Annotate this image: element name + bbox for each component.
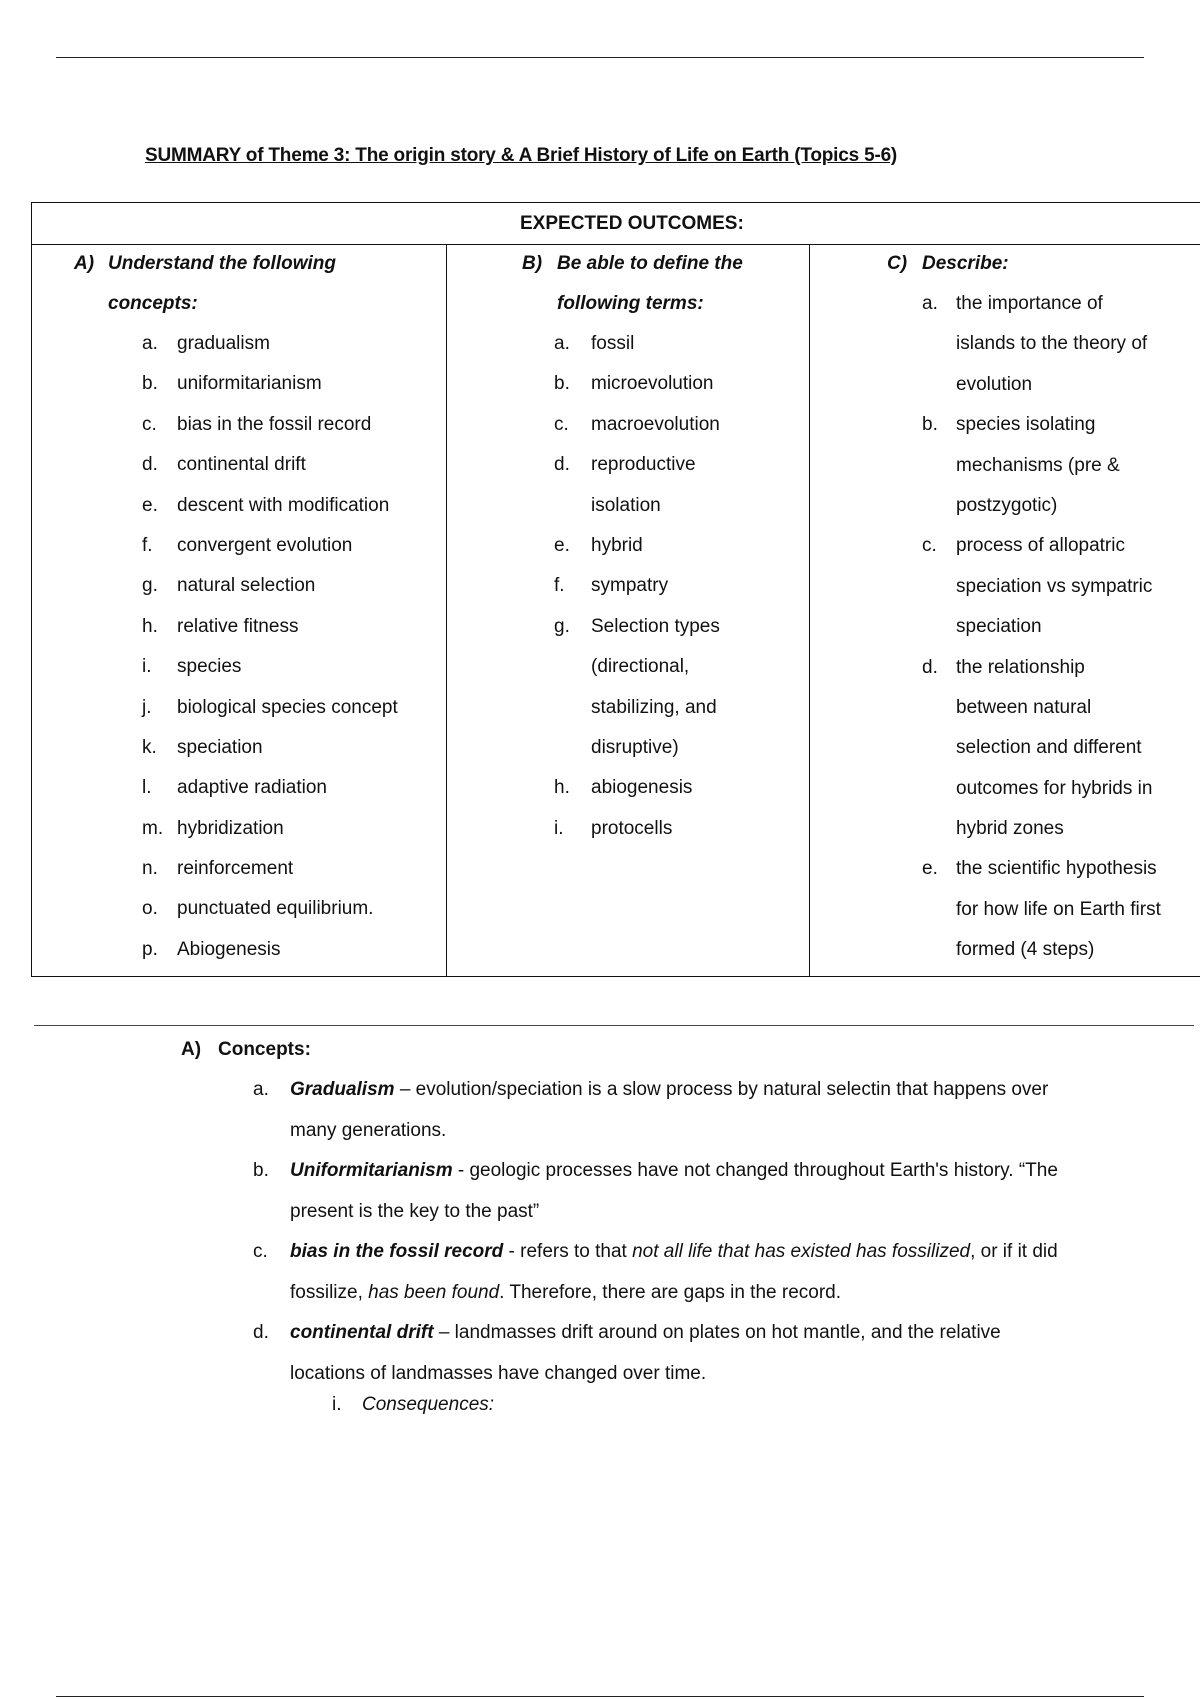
list-item: [809, 567, 1200, 607]
definition-item: [0, 1232, 1200, 1313]
list-item: [32, 364, 446, 404]
list-item: [32, 849, 446, 889]
item-letter: c.: [554, 413, 569, 435]
list-item: [32, 607, 446, 647]
list-item: [32, 647, 446, 687]
item-text: convergent evolution: [177, 534, 353, 556]
list-item: [32, 486, 446, 526]
column-concepts: [32, 244, 446, 960]
heading-line: Be able to define the: [557, 253, 743, 274]
item-text: (directional,: [591, 656, 690, 678]
item-text: hybrid zones: [956, 818, 1064, 840]
item-text: species: [177, 656, 242, 678]
definition: - refers to that: [503, 1241, 633, 1262]
item-letter: b.: [253, 1160, 269, 1181]
list-item: [32, 526, 446, 566]
list-item: [809, 769, 1200, 809]
item-letter: b.: [554, 373, 570, 395]
list-item: [446, 647, 809, 687]
item-letter: e.: [922, 858, 938, 880]
item-text: macroevolution: [591, 413, 720, 435]
definition-item: [0, 1070, 1200, 1151]
item-text: Abiogenesis: [177, 938, 281, 960]
column-heading: [809, 244, 1200, 284]
heading-letter: C): [887, 253, 908, 274]
item-text: descent with modification: [177, 494, 390, 516]
item-text: sympatry: [591, 575, 669, 597]
list-item: [32, 930, 446, 970]
item-letter: d.: [554, 454, 570, 476]
list-item: [32, 728, 446, 768]
item-text: outcomes for hybrids in: [956, 777, 1153, 799]
emphasis: has been found: [368, 1281, 500, 1303]
item-text: the importance of: [956, 293, 1103, 314]
list-item: [32, 324, 446, 364]
item-letter: l.: [142, 777, 152, 799]
item-text: microevolution: [591, 373, 714, 395]
item-letter: n.: [142, 858, 158, 880]
section-divider: [34, 1025, 1194, 1026]
term: bias in the fossil record: [290, 1241, 504, 1262]
item-text: species isolating: [956, 414, 1096, 436]
item-text: bias in the fossil record: [177, 413, 372, 435]
list-item: [809, 284, 1200, 324]
list-item: [809, 890, 1200, 930]
item-text: adaptive radiation: [177, 777, 327, 799]
item-letter: i.: [142, 656, 152, 678]
concept-definitions: [0, 1070, 1200, 1394]
list-item: [809, 607, 1200, 647]
item-text: speciation: [177, 736, 263, 758]
item-letter: o.: [142, 898, 158, 920]
list-item: [809, 365, 1200, 405]
list-item: [809, 324, 1200, 364]
item-text: formed (4 steps): [956, 939, 1095, 961]
bottom-rule: [56, 1696, 1144, 1697]
column-heading: [32, 244, 446, 324]
definition-item: [0, 1313, 1200, 1394]
item-letter: a.: [922, 293, 938, 314]
item-text: uniformitarianism: [177, 373, 322, 395]
definition: – evolution/speciation is a slow process by natural selectin that happens over many generations.: [290, 1079, 1049, 1141]
item-text: gradualism: [177, 333, 270, 354]
item-text: Selection types: [591, 615, 720, 637]
list-item: [446, 768, 809, 808]
item-letter: h.: [142, 615, 158, 637]
list-item: [446, 809, 809, 849]
list-item: [446, 688, 809, 728]
column-describe: [809, 244, 1200, 961]
list-item: [809, 648, 1200, 688]
item-text: hybridization: [177, 817, 284, 839]
list-item: [446, 364, 809, 404]
item-letter: h.: [554, 777, 570, 799]
heading-letter: B): [522, 253, 543, 274]
item-text: islands to the theory of: [956, 333, 1148, 355]
item-text: isolation: [591, 494, 661, 516]
list-item: [32, 405, 446, 445]
item-letter: k.: [142, 736, 157, 758]
definition: , or if it did fossilize,: [290, 1241, 1058, 1303]
item-text: postzygotic): [956, 494, 1058, 516]
item-letter: e.: [142, 494, 158, 516]
item-letter: g.: [142, 575, 158, 597]
term: Uniformitarianism: [290, 1160, 453, 1181]
item-text: protocells: [591, 817, 673, 839]
definition-text: [290, 1313, 1080, 1394]
item-text: hybrid: [591, 534, 643, 556]
heading-letter: A): [74, 253, 95, 274]
list-item: [809, 405, 1200, 445]
list-item: [446, 324, 809, 364]
item-text: mechanisms (pre &: [956, 454, 1120, 476]
item-text: evolution: [956, 373, 1033, 395]
item-letter: c.: [253, 1241, 268, 1262]
item-letter: b.: [142, 373, 158, 395]
definition-item: [0, 1151, 1200, 1232]
item-letter: a.: [142, 333, 158, 354]
item-text: punctuated equilibrium.: [177, 898, 374, 920]
item-letter: p.: [142, 938, 158, 960]
heading-line: Understand the following: [108, 253, 336, 274]
list-item: [446, 607, 809, 647]
item-letter: m.: [142, 817, 164, 839]
top-rule: [56, 57, 1144, 58]
page-title: SUMMARY of Theme 3: The origin story & A Brief History of Life on Earth (Topics 5-6): [145, 145, 898, 166]
definition: . Therefore, there are gaps in the record.: [499, 1281, 841, 1303]
item-text: process of allopatric: [956, 535, 1125, 557]
item-text: speciation: [956, 616, 1042, 638]
item-text: selection and different: [956, 737, 1142, 759]
item-letter: a.: [554, 333, 570, 354]
item-text: continental drift: [177, 454, 306, 476]
item-letter: e.: [554, 534, 570, 556]
item-text: disruptive): [591, 736, 679, 758]
definition-text: [290, 1070, 1080, 1151]
item-text: speciation vs sympatric: [956, 575, 1153, 597]
list-item: [32, 566, 446, 606]
heading-line: Describe:: [922, 253, 1009, 274]
definition: - geologic processes have not changed throughout Earth's history. “The present is the key to the past”: [290, 1160, 1058, 1222]
list-item: [809, 809, 1200, 849]
heading-line: following terms:: [557, 293, 704, 314]
column-terms: [446, 244, 809, 839]
item-letter: c.: [922, 535, 937, 557]
item-text: stabilizing, and: [591, 696, 717, 718]
list-item: [32, 889, 446, 929]
table-header: [32, 203, 1200, 245]
list-item: [809, 849, 1200, 889]
definition-text: [290, 1151, 1080, 1232]
item-text: the scientific hypothesis: [956, 858, 1157, 880]
emphasis: not all life that has existed has fossilized: [632, 1241, 971, 1262]
column-heading: [446, 244, 809, 324]
item-letter: c.: [142, 413, 157, 435]
item-letter: d.: [922, 656, 938, 678]
terms-list: [446, 324, 809, 849]
heading-line: concepts:: [108, 293, 198, 314]
item-text: the relationship: [956, 656, 1085, 678]
term: continental drift: [290, 1322, 434, 1343]
list-item: [446, 405, 809, 445]
item-letter: f.: [142, 534, 153, 556]
heading-letter: A): [181, 1039, 202, 1060]
expected-outcomes-table: [31, 202, 1200, 977]
list-item: [809, 526, 1200, 566]
item-text: abiogenesis: [591, 777, 693, 799]
table-heading: EXPECTED OUTCOMES:: [520, 213, 744, 234]
list-item: [809, 728, 1200, 768]
term: Gradualism: [290, 1079, 395, 1100]
describe-list: [809, 284, 1200, 971]
item-letter: f.: [554, 575, 565, 597]
item-letter: i.: [332, 1394, 342, 1415]
item-letter: a.: [253, 1079, 269, 1100]
list-item: [32, 445, 446, 485]
item-text: biological species concept: [177, 696, 398, 718]
list-item: [809, 688, 1200, 728]
list-item: [809, 486, 1200, 526]
list-item: [32, 768, 446, 808]
list-item: [32, 688, 446, 728]
list-item: [446, 486, 809, 526]
item-text: reproductive: [591, 454, 696, 476]
sub-item-text: Consequences:: [362, 1394, 495, 1415]
list-item: [809, 446, 1200, 486]
list-item: [32, 809, 446, 849]
definition-text: [290, 1232, 1080, 1313]
list-item: [809, 930, 1200, 970]
item-text: reinforcement: [177, 858, 294, 880]
list-item: [446, 728, 809, 768]
item-text: between natural: [956, 696, 1092, 718]
item-letter: b.: [922, 414, 938, 436]
heading-text: Concepts:: [218, 1039, 311, 1060]
item-text: for how life on Earth first: [956, 898, 1161, 920]
item-letter: g.: [554, 615, 570, 637]
item-letter: d.: [253, 1322, 269, 1343]
list-item: [446, 566, 809, 606]
concepts-list: [32, 324, 446, 970]
list-item: [446, 526, 809, 566]
item-text: relative fitness: [177, 615, 299, 637]
list-item: [446, 445, 809, 485]
item-letter: i.: [554, 817, 564, 839]
item-letter: j.: [142, 696, 152, 718]
item-text: fossil: [591, 333, 635, 354]
item-text: natural selection: [177, 575, 316, 597]
definition: – landmasses drift around on plates on hot mantle, and the relative locations of landmasses have changed over time.: [290, 1322, 1001, 1384]
item-letter: d.: [142, 454, 158, 476]
